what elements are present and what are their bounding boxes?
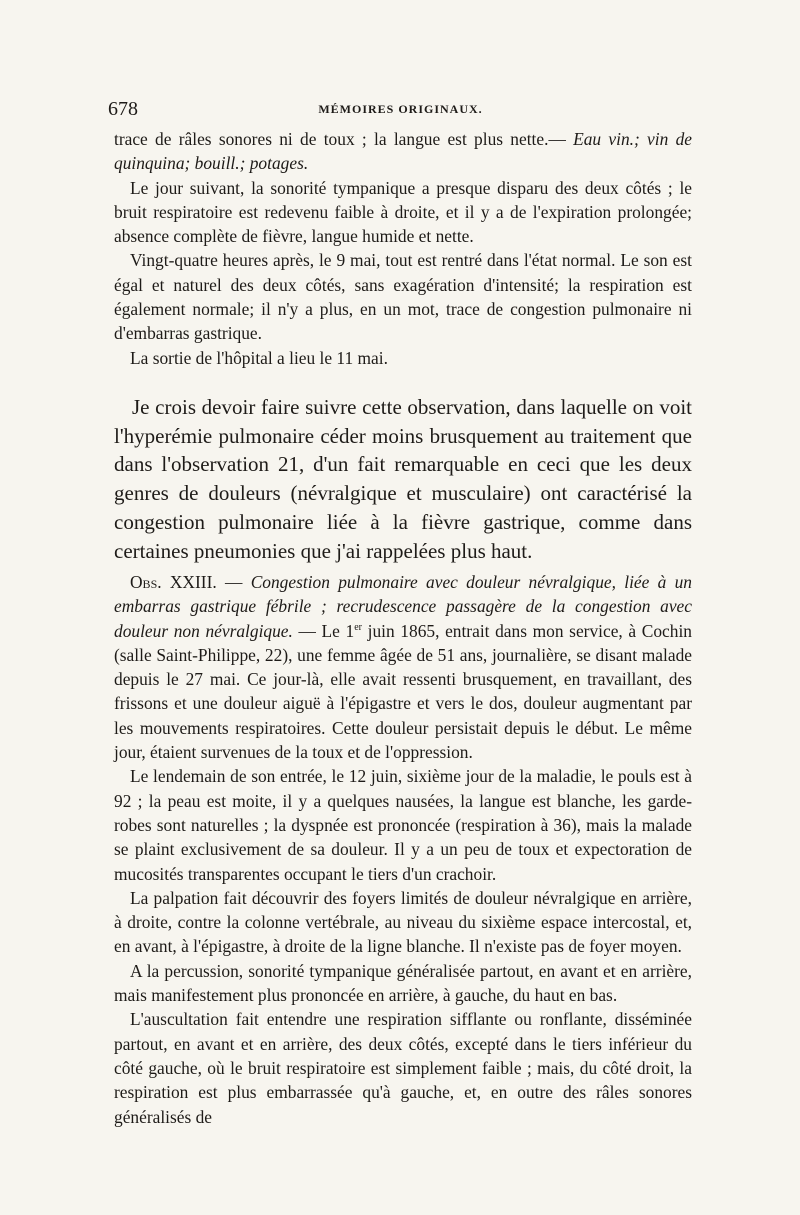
paragraph: Le lendemain de son entrée, le 12 juin, sixième jour de la maladie, le pouls est à 92 ; la peau est moite, il y a quelques nausées, la langue est blanche, les garde-robes sont naturelles ; la dyspnée est prononcée (respiration à 36), mais la malade se plaint exclusivement de sa douleur. Il y a un peu de toux et expectoration de mucosités transparentes occupant le tiers d'un crachoir. (114, 766, 692, 884)
paragraph: Le jour suivant, la sonorité tympanique a presque disparu des deux côtés ; le bruit respiratoire est redevenu faible à droite, et il y a de l'expiration prolongée; absence complète de fièvre, langue humide et nette. (114, 177, 692, 247)
paragraph (114, 127, 692, 176)
paragraph: L'auscultation fait entendre une respiration sifflante ou ronflante, disséminée partout, en avant et en arrière, des deux côtés, excepté dans le tiers inférieur du côté gauche, où le bruit respiratoire est simplement faible ; mais, du côté droit, la respiration est plus embarrassée qu'à gauche, et, en outre des râles sonores généralisés de (114, 1009, 692, 1127)
page-header (108, 98, 693, 126)
paragraph: Je crois devoir faire suivre cette observation, dans laquelle on voit l'hyperémie pulmonaire céder moins brusquement au traitement que dans l'observation 21, d'un fait remarquable en ceci que les deux genres de douleurs (névralgique et musculaire) ont caractérisé la congestion pulmonaire liée à la fièvre gastrique, comme dans certaines pneumonies que j'ai rappelées plus haut. (114, 395, 692, 563)
observation-title: Congestion pulmonaire avec douleur névralgique, liée à un embarras gastrique fébrile ; recrudescence passagère de la congestion avec douleur non névralgique. (114, 572, 692, 641)
paragraph: La sortie de l'hôpital a lieu le 11 mai. (130, 347, 388, 368)
diet-note: Eau vin.; vin de quinquina; bouill.; potages. (114, 129, 692, 174)
ordinal-suffix: er (354, 621, 362, 633)
page-number: 678 (108, 98, 138, 120)
paragraph (114, 570, 692, 764)
paragraph: A la percussion, sonorité tympanique généralisée partout, en avant et en arrière, mais manifestement plus prononcée en arrière, à gauche, du haut en bas. (114, 960, 692, 1006)
running-title: MÉMOIRES ORIGINAUX. (318, 102, 483, 116)
dash: — (216, 572, 251, 592)
paragraph: Vingt-quatre heures après, le 9 mai, tout est rentré dans l'état normal. Le son est égal et naturel des deux côtés, sans exagération d'intensité; la respiration est également normale; il n'y a plus, en un mot, trace de congestion pulmonaire ni d'embarras gastrique. (114, 250, 692, 344)
observation-xxiii (114, 570, 692, 1129)
paragraph: La palpation fait découvrir des foyers limités de douleur névralgique en arrière, à droite, contre la colonne vertébrale, au niveau du sixième espace intercostal, et, en avant, à l'épigastre, à droite de la ligne blanche. Il n'existe pas de foyer moyen. (114, 887, 692, 957)
paragraph-text: — Le 1 (292, 620, 355, 641)
case-continuation (114, 127, 692, 370)
paragraph-text: juin 1865, entrait dans mon service, à Cochin (salle Saint-Philippe, 22), une femme âgée de 51 ans, journalière, se disant malade depuis le 27 mai. Ce jour-là, elle avait ressenti brusquement, en travaillant, des frissons et une douleur aiguë à l'épigastre et vers le dos, douleur augmentant par les mouvements respiratoires. Cette douleur persistait depuis le début. Le même jour, étaient survenues de la toux et de l'oppression. (114, 620, 692, 763)
paragraph-text: trace de râles sonores ni de toux ; la langue est plus nette.— (114, 129, 574, 149)
observation-label: Obs. XXIII. (130, 572, 217, 592)
commentary-paragraph (114, 393, 692, 565)
